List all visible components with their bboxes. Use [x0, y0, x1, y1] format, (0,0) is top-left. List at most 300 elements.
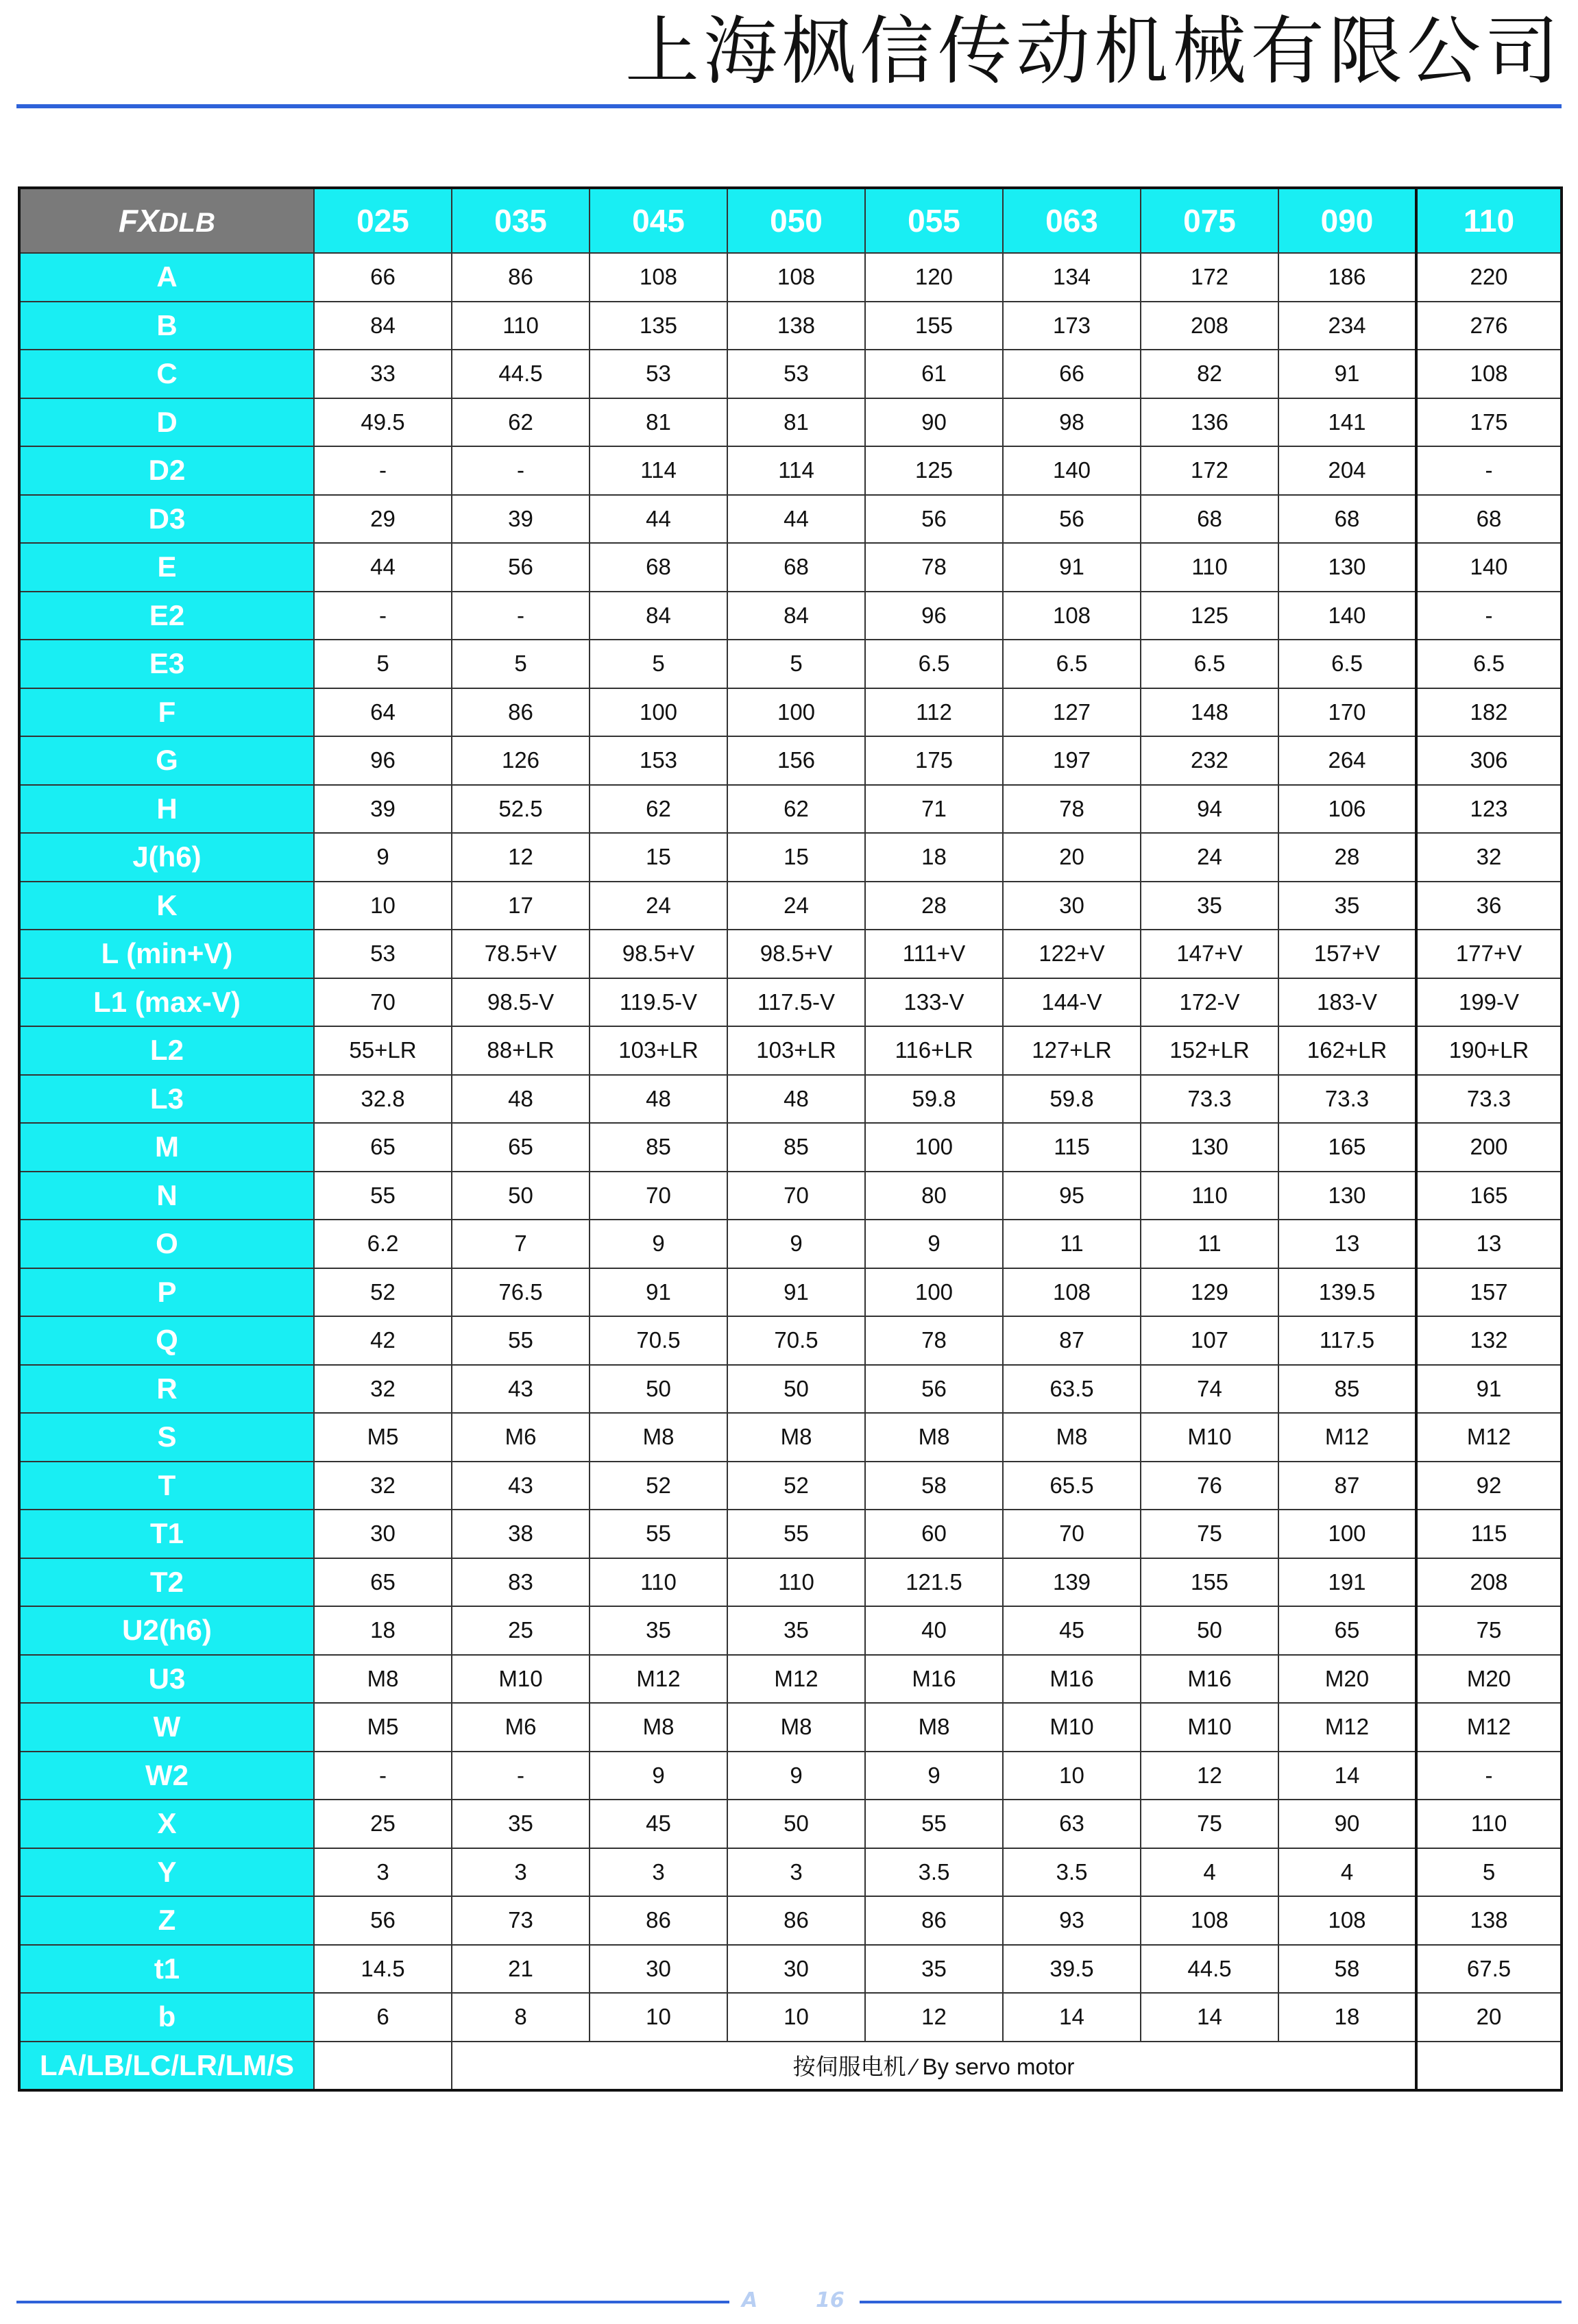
- footer-section: A: [742, 2288, 758, 2312]
- table-cell: 56: [452, 543, 590, 592]
- table-cell: 107: [1141, 1316, 1278, 1365]
- table-cell: 4: [1278, 1848, 1416, 1897]
- row-label: b: [19, 1993, 314, 2042]
- table-cell: 123: [1416, 785, 1562, 834]
- table-cell: M8: [590, 1413, 727, 1462]
- table-cell: 98: [1003, 398, 1141, 447]
- table-cell: -: [1416, 1752, 1562, 1800]
- table-cell: 156: [727, 736, 865, 785]
- table-cell: 73.3: [1278, 1075, 1416, 1124]
- table-cell: 55: [865, 1800, 1003, 1848]
- table-cell: 32: [1416, 833, 1562, 882]
- table-cell: 82: [1141, 350, 1278, 398]
- empty-cell: [1416, 2042, 1562, 2091]
- table-cell: M5: [314, 1413, 452, 1462]
- table-cell: 5: [590, 640, 727, 688]
- table-cell: 52: [314, 1268, 452, 1317]
- table-cell: 70.5: [727, 1316, 865, 1365]
- table-cell: 6.5: [1003, 640, 1141, 688]
- table-cell: 140: [1278, 592, 1416, 640]
- table-cell: 86: [452, 253, 590, 302]
- table-cell: 115: [1416, 1510, 1562, 1558]
- table-cell: 80: [865, 1172, 1003, 1220]
- table-row: [19, 640, 1562, 688]
- table-cell: 132: [1416, 1316, 1562, 1365]
- table-cell: M12: [1278, 1413, 1416, 1462]
- size-header: 063: [1003, 188, 1141, 253]
- table-cell: 70: [314, 978, 452, 1027]
- table-cell: 84: [314, 302, 452, 350]
- table-cell: 59.8: [1003, 1075, 1141, 1124]
- table-cell: 122+V: [1003, 930, 1141, 978]
- size-header: 035: [452, 188, 590, 253]
- table-cell: 30: [590, 1945, 727, 1994]
- table-cell: 68: [1416, 495, 1562, 544]
- table-cell: 55: [590, 1510, 727, 1558]
- dimension-table: [18, 186, 1563, 2092]
- table-cell: 92: [1416, 1462, 1562, 1510]
- table-cell: 91: [1278, 350, 1416, 398]
- size-header: 075: [1141, 188, 1278, 253]
- table-cell: 70: [590, 1172, 727, 1220]
- table-cell: 138: [727, 302, 865, 350]
- table-cell: 172-V: [1141, 978, 1278, 1027]
- table-cell: 199-V: [1416, 978, 1562, 1027]
- table-cell: 56: [314, 1896, 452, 1945]
- table-cell: 125: [1141, 592, 1278, 640]
- table-row: [19, 1413, 1562, 1462]
- row-label: T: [19, 1462, 314, 1510]
- table-cell: 18: [314, 1606, 452, 1655]
- row-label: U3: [19, 1655, 314, 1704]
- table-cell: 5: [452, 640, 590, 688]
- table-cell: 112: [865, 688, 1003, 737]
- servo-motor-note: 按伺服电机 ∕ By servo motor: [452, 2042, 1416, 2091]
- table-cell: M8: [727, 1413, 865, 1462]
- table-cell: 30: [314, 1510, 452, 1558]
- table-cell: M8: [1003, 1413, 1141, 1462]
- table-cell: 9: [590, 1220, 727, 1268]
- table-cell: 63.5: [1003, 1365, 1141, 1414]
- table-cell: 30: [1003, 882, 1141, 930]
- table-cell: 182: [1416, 688, 1562, 737]
- table-cell: 88+LR: [452, 1026, 590, 1075]
- table-row: [19, 398, 1562, 447]
- row-label: L (min+V): [19, 930, 314, 978]
- table-cell: 50: [727, 1365, 865, 1414]
- table-cell: 141: [1278, 398, 1416, 447]
- table-cell: -: [1416, 592, 1562, 640]
- table-cell: 63: [1003, 1800, 1141, 1848]
- table-cell: 14: [1141, 1993, 1278, 2042]
- table-cell: 24: [1141, 833, 1278, 882]
- table-cell: 153: [590, 736, 727, 785]
- table-cell: M20: [1278, 1655, 1416, 1704]
- table-cell: 103+LR: [590, 1026, 727, 1075]
- table-row: [19, 253, 1562, 302]
- table-cell: 68: [727, 543, 865, 592]
- table-cell: 306: [1416, 736, 1562, 785]
- table-cell: 75: [1141, 1510, 1278, 1558]
- table-cell: 90: [1278, 1800, 1416, 1848]
- table-cell: 139: [1003, 1558, 1141, 1607]
- table-cell: 175: [1416, 398, 1562, 447]
- table-cell: 81: [590, 398, 727, 447]
- row-label: P: [19, 1268, 314, 1317]
- row-label: A: [19, 253, 314, 302]
- table-cell: 56: [865, 1365, 1003, 1414]
- table-cell: M12: [1416, 1703, 1562, 1752]
- table-cell: 39: [314, 785, 452, 834]
- table-cell: 6.5: [1278, 640, 1416, 688]
- table-cell: 147+V: [1141, 930, 1278, 978]
- table-row: [19, 1752, 1562, 1800]
- table-cell: 62: [452, 398, 590, 447]
- table-cell: M8: [865, 1413, 1003, 1462]
- table-row: [19, 1606, 1562, 1655]
- company-name: 上海枫信传动机械有限公司: [624, 9, 1563, 95]
- table-cell: -: [452, 1752, 590, 1800]
- table-cell: 35: [1278, 882, 1416, 930]
- table-row: [19, 543, 1562, 592]
- table-cell: 45: [590, 1800, 727, 1848]
- table-cell: 55: [727, 1510, 865, 1558]
- table-row: [19, 1848, 1562, 1897]
- table-cell: 32: [314, 1462, 452, 1510]
- table-cell: 6.5: [1416, 640, 1562, 688]
- table-cell: -: [314, 592, 452, 640]
- table-cell: 30: [727, 1945, 865, 1994]
- row-label: F: [19, 688, 314, 737]
- table-cell: 121.5: [865, 1558, 1003, 1607]
- table-cell: 18: [865, 833, 1003, 882]
- table-cell: M10: [1141, 1413, 1278, 1462]
- table-cell: 32: [314, 1365, 452, 1414]
- table-cell: 44: [590, 495, 727, 544]
- row-label: D3: [19, 495, 314, 544]
- table-cell: 53: [727, 350, 865, 398]
- row-label: LA/LB/LC/LR/LM/S: [19, 2042, 314, 2091]
- table-row: [19, 446, 1562, 495]
- table-cell: 111+V: [865, 930, 1003, 978]
- row-label: O: [19, 1220, 314, 1268]
- table-cell: 138: [1416, 1896, 1562, 1945]
- table-cell: 55: [452, 1316, 590, 1365]
- row-label: Z: [19, 1896, 314, 1945]
- table-cell: 126: [452, 736, 590, 785]
- table-cell: 91: [1416, 1365, 1562, 1414]
- table-cell: 85: [727, 1123, 865, 1172]
- table-cell: 35: [865, 1945, 1003, 1994]
- table-cell: 58: [1278, 1945, 1416, 1994]
- table-cell: 9: [865, 1220, 1003, 1268]
- table-cell: M10: [452, 1655, 590, 1704]
- table-cell: 13: [1278, 1220, 1416, 1268]
- table-cell: 110: [590, 1558, 727, 1607]
- table-cell: M16: [1141, 1655, 1278, 1704]
- table-cell: 86: [590, 1896, 727, 1945]
- table-cell: 115: [1003, 1123, 1141, 1172]
- table-cell: 93: [1003, 1896, 1141, 1945]
- footer-divider-left: [16, 2301, 729, 2303]
- table-cell: 100: [865, 1268, 1003, 1317]
- table-header-row: [19, 188, 1562, 253]
- row-label: W2: [19, 1752, 314, 1800]
- table-cell: 100: [865, 1123, 1003, 1172]
- table-cell: 10: [1003, 1752, 1141, 1800]
- table-cell: 24: [590, 882, 727, 930]
- table-cell: 20: [1003, 833, 1141, 882]
- table-cell: 98.5-V: [452, 978, 590, 1027]
- row-label: T2: [19, 1558, 314, 1607]
- table-cell: 24: [727, 882, 865, 930]
- table-cell: 119.5-V: [590, 978, 727, 1027]
- row-label: L1 (max-V): [19, 978, 314, 1027]
- table-cell: 75: [1141, 1800, 1278, 1848]
- table-cell: 66: [1003, 350, 1141, 398]
- row-label: t1: [19, 1945, 314, 1994]
- table-cell: 135: [590, 302, 727, 350]
- table-cell: 43: [452, 1462, 590, 1510]
- table-cell: 29: [314, 495, 452, 544]
- table-cell: 108: [1278, 1896, 1416, 1945]
- table-cell: 17: [452, 882, 590, 930]
- table-cell: 74: [1141, 1365, 1278, 1414]
- table-cell: 100: [590, 688, 727, 737]
- table-cell: 61: [865, 350, 1003, 398]
- table-cell: 59.8: [865, 1075, 1003, 1124]
- table-row: [19, 1945, 1562, 1994]
- table-cell: 7: [452, 1220, 590, 1268]
- table-cell: 173: [1003, 302, 1141, 350]
- table-cell: 165: [1416, 1172, 1562, 1220]
- table-cell: 9: [727, 1220, 865, 1268]
- table-cell: 48: [452, 1075, 590, 1124]
- table-cell: 42: [314, 1316, 452, 1365]
- table-cell: M8: [865, 1703, 1003, 1752]
- table-cell: 3: [727, 1848, 865, 1897]
- table-cell: 44: [727, 495, 865, 544]
- table-cell: 144-V: [1003, 978, 1141, 1027]
- table-cell: 68: [1141, 495, 1278, 544]
- table-cell: M10: [1141, 1703, 1278, 1752]
- table-cell: 40: [865, 1606, 1003, 1655]
- row-label: E3: [19, 640, 314, 688]
- table-cell: 108: [1003, 1268, 1141, 1317]
- table-cell: 4: [1141, 1848, 1278, 1897]
- table-cell: 20: [1416, 1993, 1562, 2042]
- table-row: [19, 1075, 1562, 1124]
- table-cell: M20: [1416, 1655, 1562, 1704]
- table-cell: 60: [865, 1510, 1003, 1558]
- table-row: [19, 1655, 1562, 1704]
- table-cell: 127: [1003, 688, 1141, 737]
- table-cell: 5: [727, 640, 865, 688]
- table-cell: 50: [727, 1800, 865, 1848]
- table-cell: 10: [727, 1993, 865, 2042]
- size-header: 090: [1278, 188, 1416, 253]
- table-row: [19, 1462, 1562, 1510]
- table-cell: 45: [1003, 1606, 1141, 1655]
- size-header: 050: [727, 188, 865, 253]
- table-row: [19, 978, 1562, 1027]
- table-cell: M8: [590, 1703, 727, 1752]
- row-label: E: [19, 543, 314, 592]
- table-row: [19, 1800, 1562, 1848]
- table-cell: 62: [590, 785, 727, 834]
- table-cell: 87: [1278, 1462, 1416, 1510]
- size-header: 025: [314, 188, 452, 253]
- table-cell: M10: [1003, 1703, 1141, 1752]
- table-cell: M12: [1416, 1413, 1562, 1462]
- table-cell: 5: [1416, 1848, 1562, 1897]
- size-header: 110: [1416, 188, 1562, 253]
- table-cell: 65: [452, 1123, 590, 1172]
- row-label: L2: [19, 1026, 314, 1075]
- table-cell: 157: [1416, 1268, 1562, 1317]
- table-cell: M12: [590, 1655, 727, 1704]
- table-cell: 53: [314, 930, 452, 978]
- table-row: [19, 350, 1562, 398]
- table-cell: M12: [1278, 1703, 1416, 1752]
- table-cell: 120: [865, 253, 1003, 302]
- table-cell: 10: [590, 1993, 727, 2042]
- footer-divider-right: [860, 2301, 1562, 2303]
- table-cell: 110: [452, 302, 590, 350]
- row-label: C: [19, 350, 314, 398]
- table-cell: 44.5: [452, 350, 590, 398]
- table-cell: 130: [1141, 1123, 1278, 1172]
- table-cell: 43: [452, 1365, 590, 1414]
- table-cell: 76: [1141, 1462, 1278, 1510]
- table-cell: 110: [1141, 543, 1278, 592]
- table-cell: 56: [1003, 495, 1141, 544]
- row-label: E2: [19, 592, 314, 640]
- table-cell: 78: [865, 543, 1003, 592]
- table-cell: 136: [1141, 398, 1278, 447]
- table-row: [19, 930, 1562, 978]
- table-cell: M12: [727, 1655, 865, 1704]
- table-cell: 108: [727, 253, 865, 302]
- table-cell: 9: [314, 833, 452, 882]
- table-cell: 127+LR: [1003, 1026, 1141, 1075]
- table-cell: 130: [1278, 543, 1416, 592]
- table-cell: 84: [590, 592, 727, 640]
- row-label: D: [19, 398, 314, 447]
- table-cell: 70: [727, 1172, 865, 1220]
- table-cell: 190+LR: [1416, 1026, 1562, 1075]
- table-cell: 13: [1416, 1220, 1562, 1268]
- table-cell: 139.5: [1278, 1268, 1416, 1317]
- table-row: [19, 882, 1562, 930]
- table-cell: 28: [865, 882, 1003, 930]
- table-cell: 53: [590, 350, 727, 398]
- table-cell: 90: [865, 398, 1003, 447]
- table-cell: 11: [1141, 1220, 1278, 1268]
- table-row: [19, 592, 1562, 640]
- table-cell: -: [452, 446, 590, 495]
- table-cell: 91: [1003, 543, 1141, 592]
- table-row: [19, 833, 1562, 882]
- table-cell: 95: [1003, 1172, 1141, 1220]
- table-cell: 186: [1278, 253, 1416, 302]
- table-cell: 70: [1003, 1510, 1141, 1558]
- table-cell: 55+LR: [314, 1026, 452, 1075]
- table-cell: 152+LR: [1141, 1026, 1278, 1075]
- table-cell: -: [314, 1752, 452, 1800]
- table-cell: 155: [1141, 1558, 1278, 1607]
- row-label: Y: [19, 1848, 314, 1897]
- table-cell: 87: [1003, 1316, 1141, 1365]
- table-cell: 234: [1278, 302, 1416, 350]
- table-cell: 50: [1141, 1606, 1278, 1655]
- table-cell: 134: [1003, 253, 1141, 302]
- table-cell: 73: [452, 1896, 590, 1945]
- table-cell: 6: [314, 1993, 452, 2042]
- table-row: [19, 1268, 1562, 1317]
- table-cell: 73.3: [1141, 1075, 1278, 1124]
- table-cell: 83: [452, 1558, 590, 1607]
- table-row: [19, 736, 1562, 785]
- row-label: B: [19, 302, 314, 350]
- table-row: [19, 688, 1562, 737]
- table-cell: 48: [590, 1075, 727, 1124]
- row-label: G: [19, 736, 314, 785]
- table-cell: 3.5: [1003, 1848, 1141, 1897]
- table-cell: 3: [590, 1848, 727, 1897]
- table-cell: 117.5-V: [727, 978, 865, 1027]
- table-cell: 50: [590, 1365, 727, 1414]
- table-row: [19, 1896, 1562, 1945]
- table-cell: 38: [452, 1510, 590, 1558]
- table-cell: 9: [865, 1752, 1003, 1800]
- table-cell: 62: [727, 785, 865, 834]
- table-cell: 208: [1141, 302, 1278, 350]
- table-cell: M16: [865, 1655, 1003, 1704]
- table-cell: 96: [865, 592, 1003, 640]
- table-cell: 52: [727, 1462, 865, 1510]
- row-label: Q: [19, 1316, 314, 1365]
- table-cell: 68: [1278, 495, 1416, 544]
- table-cell: 68: [590, 543, 727, 592]
- table-cell: 56: [865, 495, 1003, 544]
- table-cell: 55: [314, 1172, 452, 1220]
- table-cell: 28: [1278, 833, 1416, 882]
- table-cell: 86: [727, 1896, 865, 1945]
- table-cell: 98.5+V: [590, 930, 727, 978]
- row-label: X: [19, 1800, 314, 1848]
- table-cell: 21: [452, 1945, 590, 1994]
- table-cell: 108: [1416, 350, 1562, 398]
- table-row: [19, 1026, 1562, 1075]
- table-cell: 44.5: [1141, 1945, 1278, 1994]
- table-cell: -: [314, 446, 452, 495]
- table-cell: 81: [727, 398, 865, 447]
- table-cell: 6.2: [314, 1220, 452, 1268]
- table-cell: -: [452, 592, 590, 640]
- table-cell: 85: [590, 1123, 727, 1172]
- model-cell: [19, 188, 314, 253]
- table-cell: 70.5: [590, 1316, 727, 1365]
- table-cell: 125: [865, 446, 1003, 495]
- table-cell: 9: [590, 1752, 727, 1800]
- table-cell: 25: [452, 1606, 590, 1655]
- table-cell: 103+LR: [727, 1026, 865, 1075]
- table-cell: 175: [865, 736, 1003, 785]
- table-cell: 18: [1278, 1993, 1416, 2042]
- table-cell: M6: [452, 1703, 590, 1752]
- table-body: [19, 253, 1562, 2090]
